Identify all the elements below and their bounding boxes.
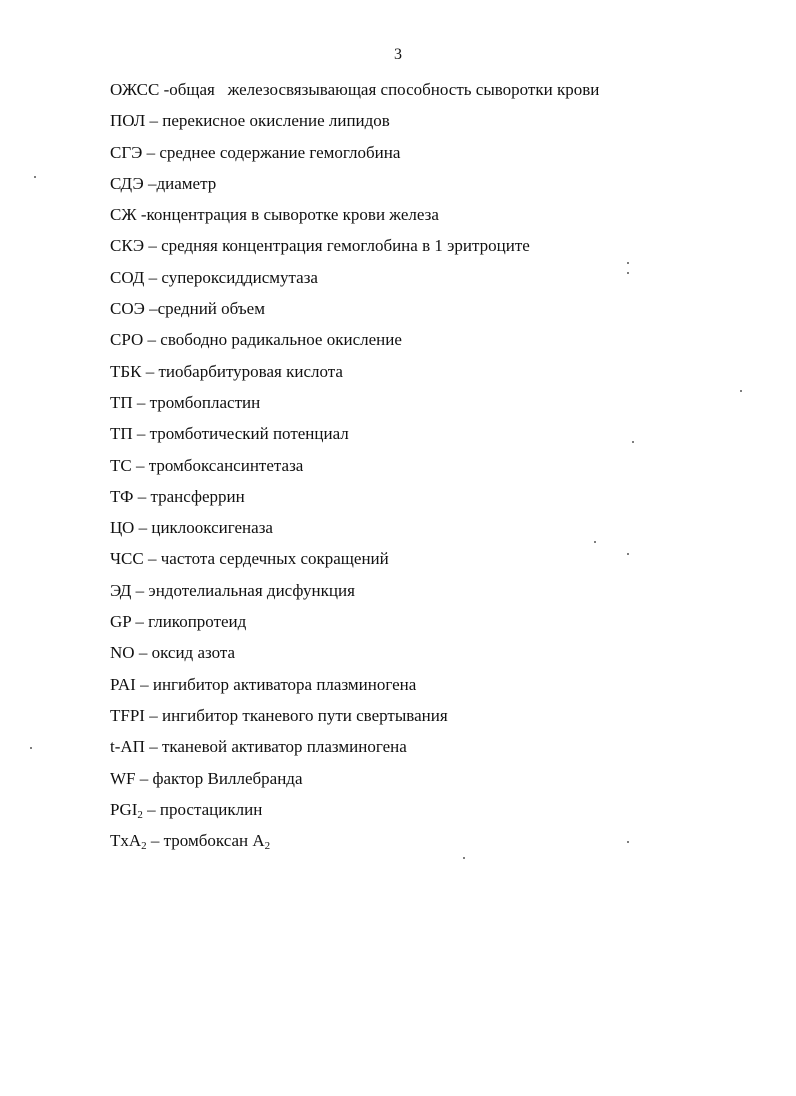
abbreviation-item bbox=[110, 610, 599, 641]
abbreviation-item bbox=[110, 516, 599, 547]
abbreviation-definition: перекисное окисление липидов bbox=[162, 111, 390, 131]
abbreviation-term: PAI bbox=[110, 674, 136, 694]
separator: – bbox=[134, 518, 152, 538]
separator: – bbox=[143, 549, 161, 569]
abbreviation-term: СОЭ bbox=[110, 299, 145, 319]
abbreviation-term: ТП bbox=[110, 392, 133, 412]
abbreviation-term: GP bbox=[110, 612, 132, 632]
separator: – bbox=[144, 299, 158, 319]
separator: – bbox=[132, 392, 150, 412]
abbreviation-item bbox=[110, 579, 599, 610]
separator: – bbox=[143, 330, 161, 350]
abbreviation-item bbox=[110, 266, 599, 297]
abbreviation-definition: свободно радикальное окисление bbox=[160, 330, 402, 350]
abbreviation-term: ТБК bbox=[110, 361, 142, 381]
abbreviation-definition: тромботический потенциал bbox=[149, 424, 349, 444]
separator: – bbox=[144, 737, 162, 757]
abbreviation-term: СРО bbox=[110, 330, 144, 350]
abbreviation-definition: эндотелиальная дисфункция bbox=[148, 580, 355, 600]
abbreviation-term: ПОЛ bbox=[110, 111, 146, 131]
abbreviation-item bbox=[110, 641, 599, 672]
abbreviation-list bbox=[110, 78, 599, 860]
separator: – bbox=[144, 236, 162, 256]
abbreviation-definition: гликопротеид bbox=[148, 612, 247, 632]
scan-speck bbox=[34, 176, 36, 178]
scan-speck bbox=[632, 441, 634, 443]
abbreviation-definition: тканевой активатор плазминогена bbox=[161, 737, 407, 757]
abbreviation-term: ТП bbox=[110, 424, 133, 444]
separator: – bbox=[146, 831, 164, 851]
scan-speck bbox=[30, 747, 32, 749]
abbreviation-item bbox=[110, 360, 599, 391]
abbreviation-definition: ингибитор активатора плазминогена bbox=[152, 674, 417, 694]
separator: – bbox=[142, 142, 160, 162]
abbreviation-item bbox=[110, 422, 599, 453]
abbreviation-term: СКЭ bbox=[110, 236, 145, 256]
separator: – bbox=[144, 267, 162, 287]
abbreviation-item bbox=[110, 328, 599, 359]
separator: – bbox=[131, 580, 149, 600]
separator: – bbox=[131, 612, 149, 632]
abbreviation-item bbox=[110, 172, 599, 203]
abbreviation-item bbox=[110, 234, 599, 265]
abbreviation-definition: частота сердечных сокращений bbox=[160, 549, 389, 569]
abbreviation-definition: среднее содержание гемоглобина bbox=[159, 142, 401, 162]
subscript: 2 bbox=[264, 840, 271, 853]
abbreviation-item bbox=[110, 391, 599, 422]
abbreviation-term: NO bbox=[110, 643, 135, 663]
abbreviation-definition: фактор Виллебранда bbox=[152, 768, 303, 788]
subscript: 2 bbox=[137, 808, 143, 821]
abbreviation-term: ЧСС bbox=[110, 549, 144, 569]
scan-speck bbox=[627, 553, 629, 555]
separator: – bbox=[135, 768, 153, 788]
scan-speck bbox=[740, 390, 742, 392]
abbreviation-item bbox=[110, 454, 599, 485]
abbreviation-term: ОЖСС bbox=[110, 80, 160, 99]
abbreviation-definition: тромбопластин bbox=[149, 392, 261, 412]
abbreviation-definition: тромбоксан A bbox=[163, 831, 265, 851]
separator: – bbox=[134, 643, 152, 663]
abbreviation-item bbox=[110, 547, 599, 578]
page-number: 3 bbox=[394, 46, 402, 63]
abbreviation-item bbox=[110, 829, 599, 860]
scan-speck bbox=[627, 841, 629, 843]
abbreviation-item bbox=[110, 203, 599, 234]
scan-speck bbox=[594, 541, 596, 543]
separator: – bbox=[141, 361, 159, 381]
abbreviation-definition: общая железосвязывающая способность сыворотки крови bbox=[169, 80, 600, 99]
separator: – bbox=[133, 486, 151, 506]
abbreviation-definition: средняя концентрация гемоглобина в 1 эритроците bbox=[161, 236, 530, 256]
abbreviation-item bbox=[110, 767, 599, 798]
abbreviation-definition: ингибитор тканевого пути свертывания bbox=[161, 705, 448, 725]
subscript: 2 bbox=[141, 840, 147, 853]
scan-speck bbox=[627, 262, 629, 264]
abbreviation-term: ТС bbox=[110, 455, 132, 475]
abbreviation-item bbox=[110, 109, 599, 140]
abbreviation-item bbox=[110, 78, 599, 109]
separator: – bbox=[143, 173, 157, 193]
separator: – bbox=[135, 674, 153, 694]
abbreviation-item bbox=[110, 704, 599, 735]
abbreviation-definition: трансферрин bbox=[150, 486, 245, 506]
abbreviation-definition: оксид азота bbox=[151, 643, 236, 663]
abbreviation-term: СЖ bbox=[110, 205, 137, 225]
abbreviation-definition: тромбоксансинтетаза bbox=[148, 455, 304, 475]
abbreviation-term: TxA bbox=[110, 831, 142, 851]
abbreviation-term: ЦО bbox=[110, 518, 135, 538]
abbreviation-term: ЭД bbox=[110, 580, 132, 600]
abbreviation-definition: средний объем bbox=[157, 299, 265, 319]
scan-speck bbox=[627, 272, 629, 274]
separator: – bbox=[131, 455, 149, 475]
separator: – bbox=[145, 111, 163, 131]
abbreviation-definition: циклооксигеназа bbox=[151, 518, 273, 538]
abbreviation-item bbox=[110, 297, 599, 328]
abbreviation-definition: тиобарбитуровая кислота bbox=[158, 361, 343, 381]
scan-speck bbox=[463, 857, 465, 859]
abbreviation-item bbox=[110, 141, 599, 172]
abbreviation-item bbox=[110, 485, 599, 516]
separator: – bbox=[144, 705, 162, 725]
abbreviation-definition: супероксиддисмутаза bbox=[161, 267, 318, 287]
abbreviation-term: СДЭ bbox=[110, 173, 144, 193]
abbreviation-term: TFPI bbox=[110, 705, 145, 725]
abbreviation-term: PGI bbox=[110, 799, 138, 819]
separator: - bbox=[159, 80, 170, 99]
separator: – bbox=[132, 424, 150, 444]
separator: – bbox=[142, 799, 160, 819]
abbreviation-term: ТФ bbox=[110, 486, 134, 506]
separator: - bbox=[136, 205, 147, 225]
abbreviation-definition: диаметр bbox=[156, 173, 217, 193]
abbreviation-term: t-АП bbox=[110, 737, 145, 757]
abbreviation-term: СОД bbox=[110, 267, 145, 287]
abbreviation-item bbox=[110, 798, 599, 829]
abbreviation-term: WF bbox=[110, 768, 136, 788]
abbreviation-item bbox=[110, 673, 599, 704]
abbreviation-definition: простациклин bbox=[159, 799, 263, 819]
abbreviation-item bbox=[110, 735, 599, 766]
abbreviation-term: СГЭ bbox=[110, 142, 143, 162]
abbreviation-definition: концентрация в сыворотке крови железа bbox=[146, 205, 439, 225]
